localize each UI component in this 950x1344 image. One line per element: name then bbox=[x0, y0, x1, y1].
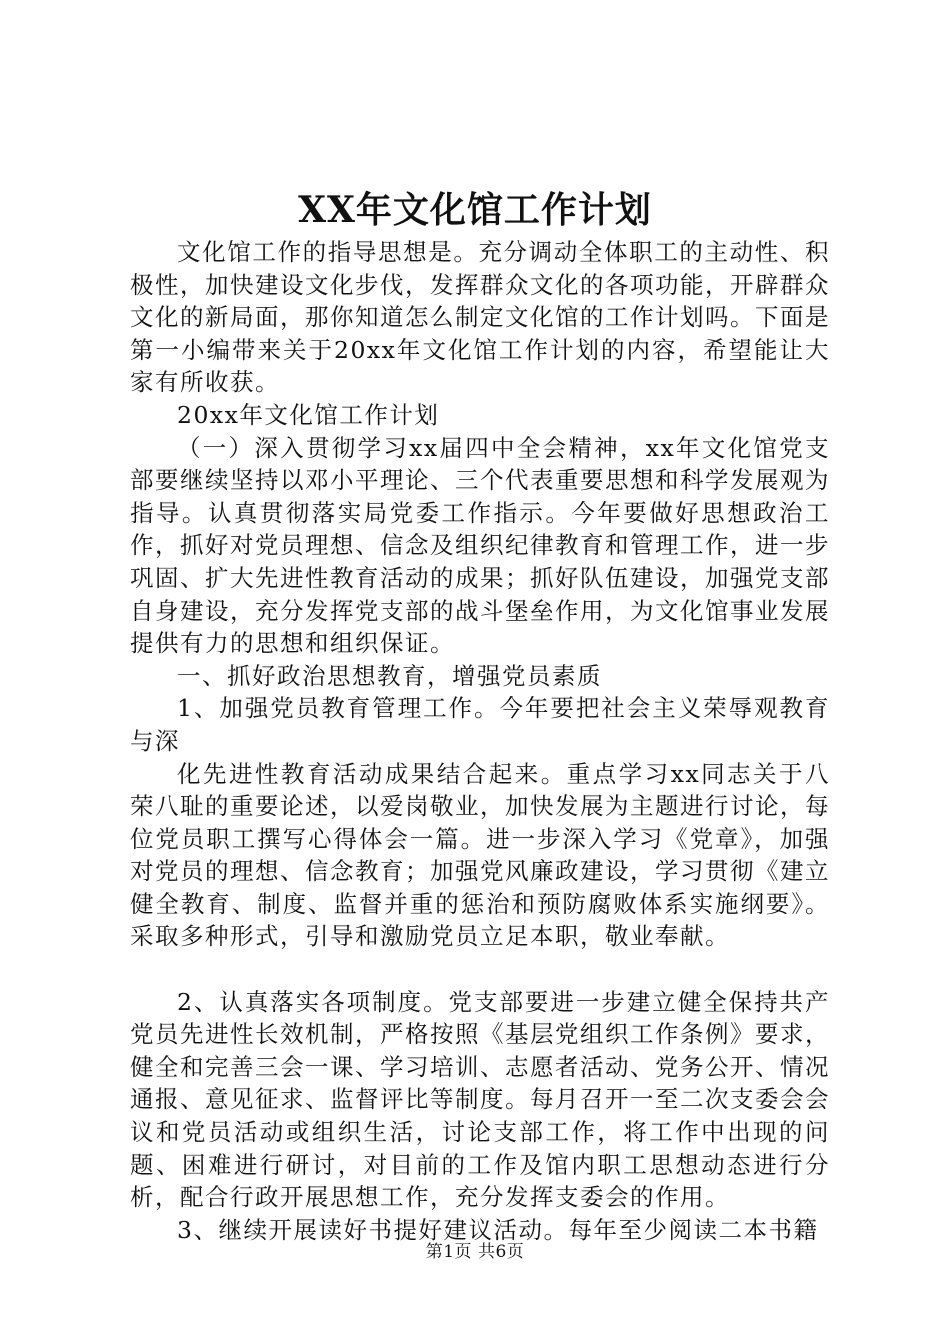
intro-paragraph: 文化馆工作的指导思想是。充分调动全体职工的主动性、积极性，加快建设文化步伐，发挥群众文化的各项功能，开辟群众文化的新局面，那你知道怎么制定文化馆的工作计划吗。下面是第一小编带来关于20xx年文化馆工作计划的内容，希望能让大家有所收获。 bbox=[130, 238, 830, 397]
section-heading-plan: 20xx年文化馆工作计划 bbox=[177, 400, 440, 429]
paragraph-part-one: （一）深入贯彻学习xx届四中全会精神，xx年文化馆党支部要继续坚持以邓小平理论、三个代表重要思想和科学发展观为指导。认真贯彻落实局党委工作指示。今年要做好思想政治工作，抓好对党员理想、信念及组织纪律教育和管理工作，进一步巩固、扩大先进性教育活动的成果；抓好队伍建设，加强党支部自身建设，充分发挥党支部的战斗堡垒作用，为文化馆事业发展提供有力的思想和组织保证。 bbox=[130, 433, 830, 658]
document-title: XX年文化馆工作计划 bbox=[298, 189, 652, 231]
item-1-heading: 1、加强党员教育管理工作。今年要把社会主义荣辱观教育与深 bbox=[130, 694, 830, 755]
paragraph-spacer bbox=[130, 953, 830, 986]
item-2-paragraph: 2、认真落实各项制度。党支部要进一步建立健全保持共产党员先进性长效机制，严格按照《基层党组织工作条例》要求，健全和完善三会一课、学习培训、志愿者活动、党务公开、情况通报、意见征求、监督评比等制度。每月召开一至二次支委会会议和党员活动或组织生活，讨论支部工作，将工作中出现的问题、困难进行研讨，对目前的工作及馆内职工思想动态进行分析，配合行政开展思想工作，充分发挥支委会的作用。 bbox=[130, 987, 830, 1212]
page-number-footer: 第1页 共6页 bbox=[425, 1242, 525, 1262]
section-heading-political-education: 一、抓好政治思想教育，增强党员素质 bbox=[177, 661, 602, 690]
document-body bbox=[130, 236, 830, 1246]
item-3-paragraph: 3、继续开展读好书提好建议活动。每年至少阅读二本书籍 bbox=[177, 1215, 819, 1244]
item-1-paragraph: 化先进性教育活动成果结合起来。重点学习xx同志关于八荣八耻的重要论述，以爱岗敬业，加快发展为主题进行讨论，每位党员职工撰写心得体会一篇。进一步深入学习《党章》，加强对党员的理想、信念教育；加强党风廉政建设，学习贯彻《建立健全教育、制度、监督并重的惩治和预防腐败体系实施纲要》。采取多种形式，引导和激励党员立足本职，敬业奉献。 bbox=[130, 759, 830, 951]
